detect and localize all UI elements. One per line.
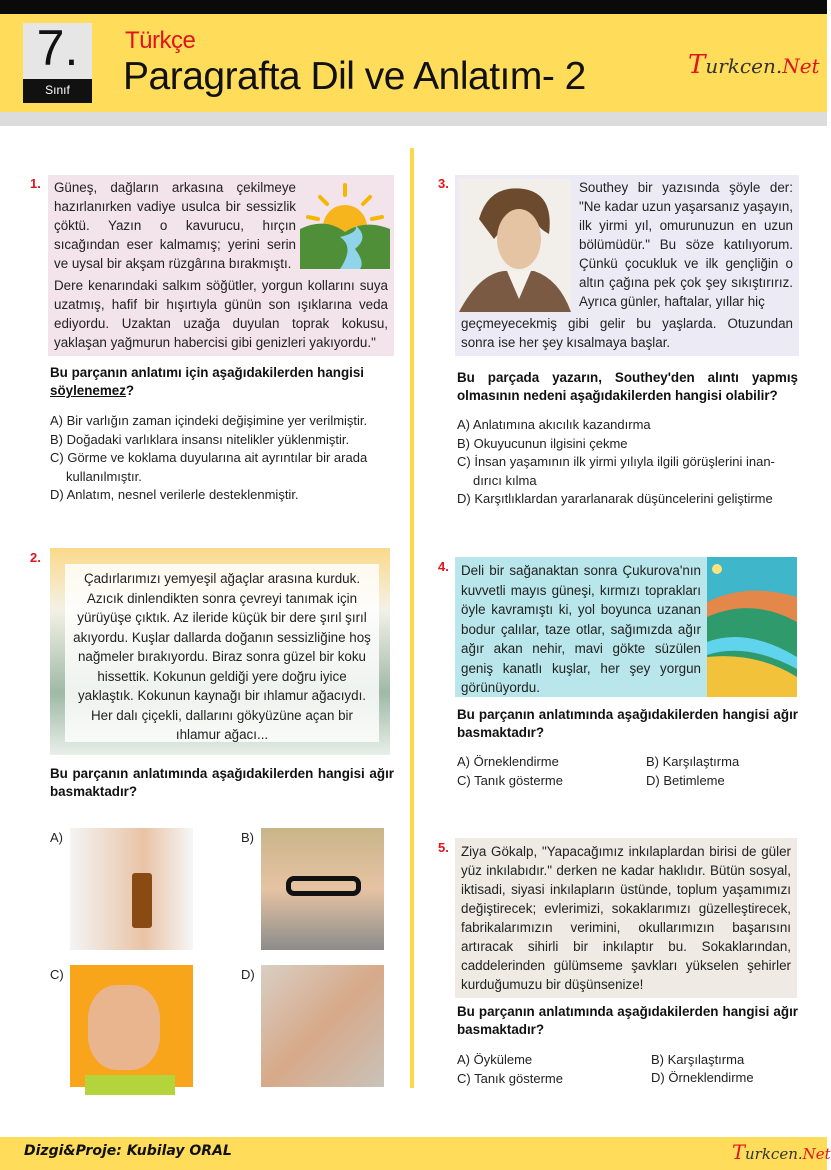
q3-passage-bottom: geçmeyecekmiş gibi gelir bu yaşlarda. Otuzundan sonra ise her şey kısalmaya başlar. [461, 316, 793, 350]
q1-question: Bu parçanın anlatımı için aşağıdakilerden hangisi söylenemez? [50, 365, 365, 398]
subject: Türkçe [125, 27, 196, 54]
option-b[interactable]: B) Karşılaştırma [646, 754, 740, 769]
option-c-cont[interactable]: kullanılmıştır. [66, 468, 142, 484]
q3-passage-box [455, 175, 799, 356]
question-number: 3. [438, 176, 449, 191]
question-number: 2. [30, 550, 41, 565]
question-number: 1. [30, 176, 41, 191]
sunset-valley-image [300, 177, 390, 269]
q5-question: Bu parçanın anlatımında aşağıdakilerden hangisi ağır basmaktadır? [457, 1004, 798, 1037]
grade-badge [23, 20, 92, 103]
grade-number: 7. [36, 20, 79, 76]
q5-passage-box [455, 838, 797, 998]
option-b[interactable]: B) Karşılaştırma [651, 1052, 745, 1067]
option-c[interactable]: C) Görme ve koklama duyularına ait ayrıntılar bir arada [50, 450, 368, 465]
option-d[interactable]: D) Betimleme [646, 773, 725, 788]
q3-options [457, 416, 802, 509]
q2-question: Bu parçanın anlatımında aşağıdakilerden hangisi ağır basmaktadır? [50, 766, 394, 799]
q4-question: Bu parçanın anlatımında aşağıdakilerden hangisi ağır basmaktadır? [457, 707, 798, 740]
option-a[interactable]: A) Örneklendirme [457, 754, 559, 769]
touching-hands-image[interactable] [261, 965, 384, 1087]
option-a[interactable]: A) Anlatımına akıcılık kazandırma [457, 417, 651, 432]
option-c[interactable]: C) [50, 967, 64, 982]
q4-passage-box [455, 557, 797, 697]
page-title: Paragrafta Dil ve Anlatım- 2 [123, 55, 586, 98]
q1-options [50, 412, 400, 505]
option-c[interactable]: C) Tanık gösterme [457, 773, 563, 788]
top-bar [0, 0, 827, 14]
landscape-image [707, 557, 797, 697]
q5-passage: Ziya Gökalp, "Yapacağımız inkılaplardan birisi de güler yüz inkılabıdır." derken ne kadar haklıdır. Bütün sosyal, iktisadi, siyasi inkılapların üstünde, toplum yaşamımızı değiştirecek; evlerimizi, sokaklarımızı güzelleştirecek, fabrikalarımızın verimini, okullarımızın başarısını artıracak sihirli bir inkılaptır bu. Sokaklarından, caddelerinden gülümseme şavkları yükselen şehirler kurduğumuzu bir düşünsenize! [461, 844, 791, 992]
header-strip [0, 112, 827, 126]
q3-question: Bu parçada yazarın, Southey'den alıntı yapmış olmasının nedeni aşağıdakilerden hangisi olabilir? [457, 370, 798, 403]
option-c-cont[interactable]: dırıcı kılma [473, 472, 537, 488]
grade-label: Sınıf [23, 79, 92, 103]
option-d[interactable]: D) Örneklendirme [651, 1070, 754, 1085]
option-b[interactable]: B) Okuyucunun ilgisini çekme [457, 435, 628, 451]
site-logo: Turkcen.Net [688, 50, 820, 80]
smelling-image[interactable] [70, 828, 193, 950]
q1-passage-box [48, 175, 394, 356]
option-d[interactable]: D) [241, 967, 255, 982]
southey-portrait [459, 179, 571, 312]
option-d[interactable]: D) Anlatım, nesnel verilerle desteklenmiştir. [50, 487, 299, 502]
column-divider [410, 148, 414, 1088]
option-c[interactable]: C) İnsan yaşamının ilk yirmi yılıyla ilgili görüşlerini inan- [457, 454, 775, 469]
q1-passage-bottom: Dere kenarındaki salkım söğütler, yorgun kollarını suya uzatmış, hafif bir hışırtıyla günün son ışıklarına veda ediyordu. Uzaktan uzağa duyulan toprak kokusu, yaklaşan yağmurun habercisi gibi genizleri yakıyordu." [54, 278, 388, 350]
q3-passage-top: Southey bir yazısında şöyle der: "Ne kadar uzun yaşarsanız yaşayın, ilk yirmi yıl, omurunuzun en uzun bölümüdür." Bu söze katılıyorum. Çünkü çocukluk ve ilk gençliğin o altın çağına pek çok şey sıkıştırırız. Ayrıca günler, haftalar, yıllar hiç [579, 180, 793, 309]
q4-passage: Deli bir sağanaktan sonra Çukurova'nın kuvvetli mayıs güneşi, kırmızı toprakları öyle kavramıştı ki, yol boyunca uzanan bodur çalılar, taze otlar, sağımızda ağır ağır akan nehir, mavi gökte süzülen geniş kanatlı kuşlar, her şey yorgun görünüyordu. [461, 563, 701, 695]
option-a[interactable]: A) [50, 830, 63, 845]
q2-passage-box [50, 548, 390, 755]
question-number: 5. [438, 840, 449, 855]
footer-logo: Turkcen.Net [732, 1141, 831, 1164]
q2-passage: Çadırlarımızı yemyeşil ağaçlar arasına kurduk. Azıcık dinlendikten sonra çevreyi tanımak için yürüyüşe çıktık. Az ileride küçük bir dere şırıl şırıl akıyordu. Kuşlar dallarda doğanın sessizliğine hoş nağmeler bırakıyordu. Biraz sonra güzel bir koku hissettik. Kokunun geldiği yere doğru iyice yaklaştık. Kokunun kaynağı bir ıhlamur ağacıydı. Her dalı çiçekli, dallarını gökyüzüne açan bir ıhlamur ağacı... [73, 571, 371, 742]
option-c[interactable]: C) Tanık gösterme [457, 1071, 563, 1086]
listening-image[interactable] [70, 965, 193, 1087]
q1-passage-top: Güneş, dağların arkasına çekilmeye hazırlanırken vadiye usulca bir sessizlik çöktü. Yazın o kavurucu, hırçın sıcağından eser kalmamış; yerini serin ve uysal bir akşam rüzgârına bırakmıştı. [54, 180, 296, 271]
credit: Dizgi&Proje: Kubilay ORAL [24, 1143, 232, 1159]
option-b[interactable]: B) [241, 830, 254, 845]
option-d[interactable]: D) Karşıtlıklardan yararlanarak düşüncelerini geliştirme [457, 491, 773, 506]
option-b[interactable]: B) Doğadaki varlıklara insansı nitelikler yüklenmiştir. [50, 431, 350, 447]
glasses-image[interactable] [261, 828, 384, 950]
option-a[interactable]: A) Öyküleme [457, 1052, 533, 1067]
question-number: 4. [438, 559, 449, 574]
option-a[interactable]: A) Bir varlığın zaman içindeki değişimine yer verilmiştir. [50, 413, 368, 428]
